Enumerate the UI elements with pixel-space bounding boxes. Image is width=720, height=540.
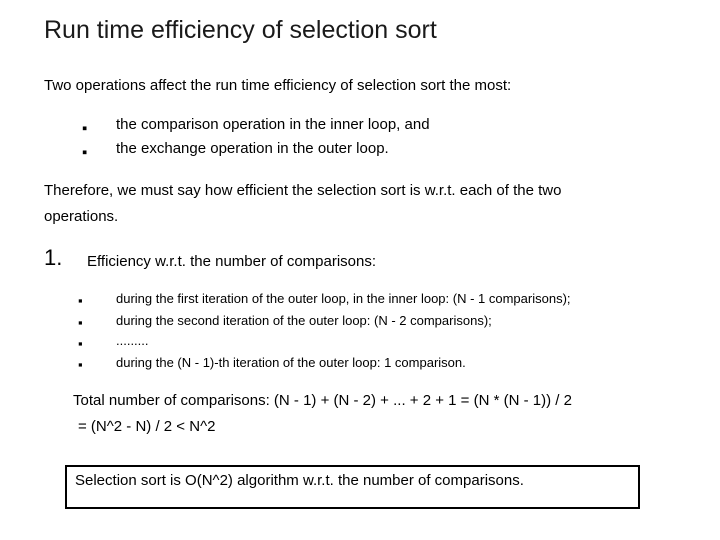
operation-item-exchange: the exchange operation in the outer loop. [116, 140, 389, 157]
total-formula-line2: = (N^2 - N) / 2 < N^2 [78, 418, 216, 435]
bullet-icon: ▪ [82, 120, 88, 137]
comparison-list-item: during the (N - 1)-th iteration of the outer loop: 1 comparison. [116, 355, 466, 370]
conclusion-text: Selection sort is O(N^2) algorithm w.r.t. the number of comparisons. [75, 472, 524, 489]
operation-item-comparison: the comparison operation in the inner loop, and [116, 116, 430, 133]
total-formula-line1: Total number of comparisons: (N - 1) + (N - 2) + ... + 2 + 1 = (N * (N - 1)) / 2 [73, 392, 572, 409]
comparison-list-item: during the second iteration of the outer loop: (N - 2 comparisons); [116, 313, 492, 328]
comparison-list-item: ......... [116, 333, 149, 348]
bullet-icon: ▪ [78, 293, 83, 308]
bullet-icon: ▪ [78, 357, 83, 372]
bullet-icon: ▪ [78, 315, 83, 330]
therefore-text-line2: operations. [44, 208, 119, 225]
slide-title: Run time efficiency of selection sort [44, 16, 437, 44]
therefore-text-line1: Therefore, we must say how efficient the selection sort is w.r.t. each of the two [44, 182, 562, 199]
section-number: 1. [44, 245, 63, 270]
bullet-icon: ▪ [78, 336, 83, 351]
bullet-icon: ▪ [82, 144, 88, 161]
intro-text: Two operations affect the run time efficiency of selection sort the most: [44, 77, 512, 94]
section-heading: Efficiency w.r.t. the number of comparisons: [87, 253, 377, 270]
comparison-list-item: during the first iteration of the outer loop, in the inner loop: (N - 1 comparisons); [116, 291, 571, 306]
